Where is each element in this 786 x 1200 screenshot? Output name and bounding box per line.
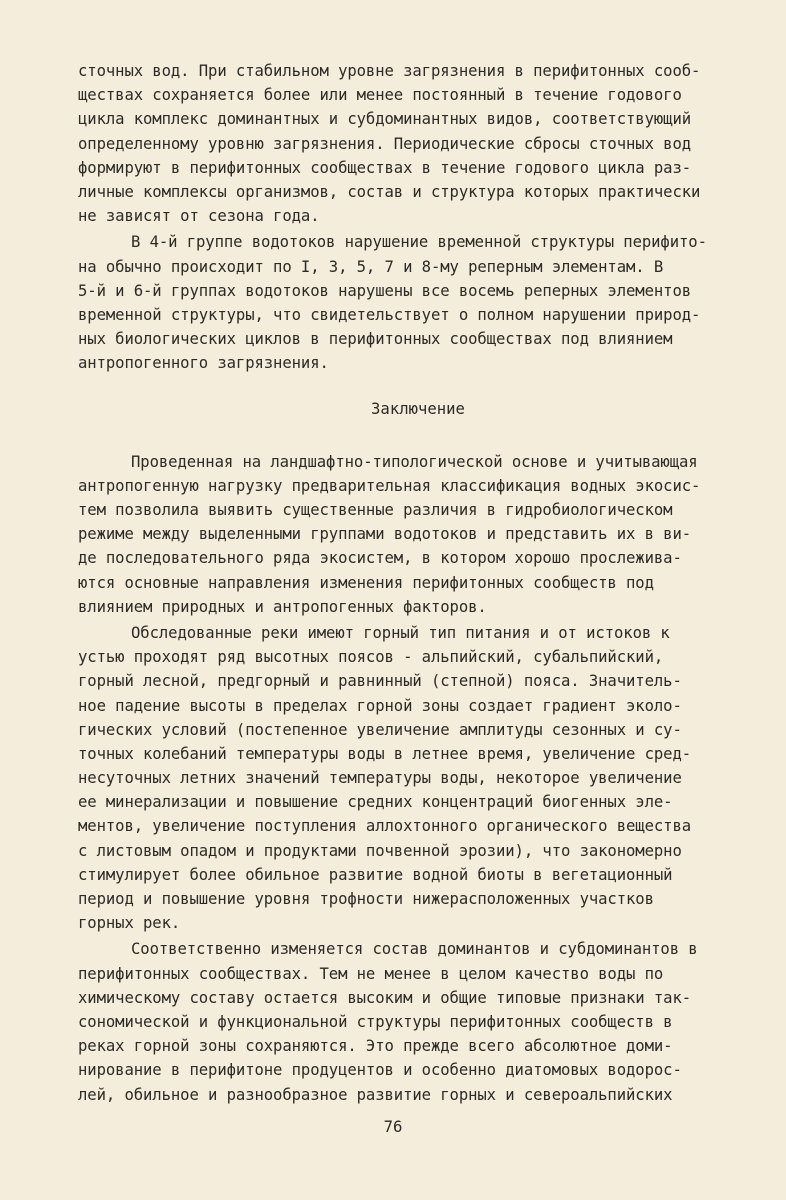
text-line: нирование в перифитоне продуцентов и особенно диатомовых водорос- [78, 1061, 682, 1080]
paragraph-1 [78, 59, 748, 228]
text-line: Проведенная на ландшафтно-типологической основе и учитывающая [131, 452, 698, 471]
text-line: определенному уровню загрязнения. Периодические сбросы сточных вод [78, 134, 692, 153]
text-line: личные комплексы организмов, состав и структура которых практически [78, 182, 701, 201]
text-line: с листовым опадом и продуктами почвенной эрозии), что закономерно [78, 841, 682, 860]
text-line: тем позволила выявить существенные различия в гидробиологическом [78, 501, 673, 519]
text-line: де последовательного ряда экосистем, в котором хорошо прослежива- [78, 549, 682, 568]
text-line: период и повышение уровня трофности нижерасположенных участков [78, 890, 654, 908]
text-line: горный лесной, предгорный и равнинный (степной) пояса. Значитель- [78, 672, 682, 691]
paragraph-5 [78, 937, 748, 1106]
text-line: ются основные направления изменения перифитонных сообществ под [78, 573, 654, 592]
text-line: сономической и функциональной структуры перифитонных сообществ в [78, 1012, 673, 1031]
text-line: ществах сохраняется более или менее постоянный в течение годового [78, 86, 682, 105]
text-line: формируют в перифитонных сообществах в течение годового цикла раз- [78, 158, 692, 177]
text-line: химическому составу остается высоким и общие типовые признаки так- [78, 988, 692, 1007]
text-line: на обычно происходит по I, 3, 5, 7 и 8-му реперным элементам. В [78, 257, 664, 276]
text-line: горных рек. [78, 914, 181, 933]
text-line: не зависят от сезона года. [78, 207, 320, 226]
text-line: перифитонных сообществах. Тем не менее в целом качество воды по [78, 964, 664, 983]
paragraph-2 [78, 230, 748, 375]
text-line: точных колебаний температуры воды в летнее время, увеличение сред- [78, 744, 692, 763]
paragraph-3 [78, 450, 748, 619]
text-line: ее минерализации и повышение средних концентраций биогенных эле- [78, 793, 673, 812]
text-line: временной структуры, что свидетельствует о полном нарушении природ- [78, 305, 701, 324]
text-line: ное падение высоты в пределах горной зоны создает градиент эколо- [78, 696, 682, 715]
text-line: В 4-й группе водотоков нарушение временной структуры перифито- [131, 233, 707, 252]
body-text [78, 59, 748, 1107]
text-line: ных биологических циклов в перифитонных сообществах под влиянием [78, 330, 673, 349]
text-line: антропогенного загрязнения. [78, 354, 329, 373]
text-line: Соответственно изменяется состав доминантов и субдоминантов в [131, 940, 698, 959]
text-line: 5-й и 6-й группах водотоков нарушены все восемь реперных элементов [78, 281, 692, 300]
text-line: цикла комплекс доминантных и субдоминантных видов, соответствующий [78, 110, 692, 129]
text-line: реках горной зоны сохраняются. Это прежде всего абсолютное доми- [78, 1037, 673, 1056]
section-heading: Заключение [371, 400, 465, 419]
text-line: гических условий (постепенное увеличение амплитуды сезонных и су- [78, 720, 682, 739]
text-line: устью проходят ряд высотных поясов - альпийский, субальпийский, [78, 648, 664, 667]
text-line: ментов, увеличение поступления аллохтонного органического вещества [78, 817, 692, 836]
text-line: режиме между выделенными группами водотоков и представить их в ви- [78, 525, 692, 544]
text-line: антропогенную нагрузку предварительная классификация водных экосис- [78, 476, 701, 495]
text-line: лей, обильное и разнообразное развитие горных и североальпийских [78, 1085, 673, 1104]
text-line: несуточных летних значений температуры воды, некоторое увеличение [78, 769, 682, 788]
text-line: сточных вод. При стабильном уровне загрязнения в перифитонных сооб- [78, 62, 701, 80]
text-line: стимулирует более обильное развитие водной биоты в вегетационный [78, 865, 673, 884]
paragraph-4 [78, 621, 748, 935]
text-line: влиянием природных и антропогенных факторов. [78, 597, 487, 616]
text-line: Обследованные реки имеют горный тип питания и от истоков к [131, 623, 670, 642]
page-number: 76 [383, 1118, 403, 1136]
